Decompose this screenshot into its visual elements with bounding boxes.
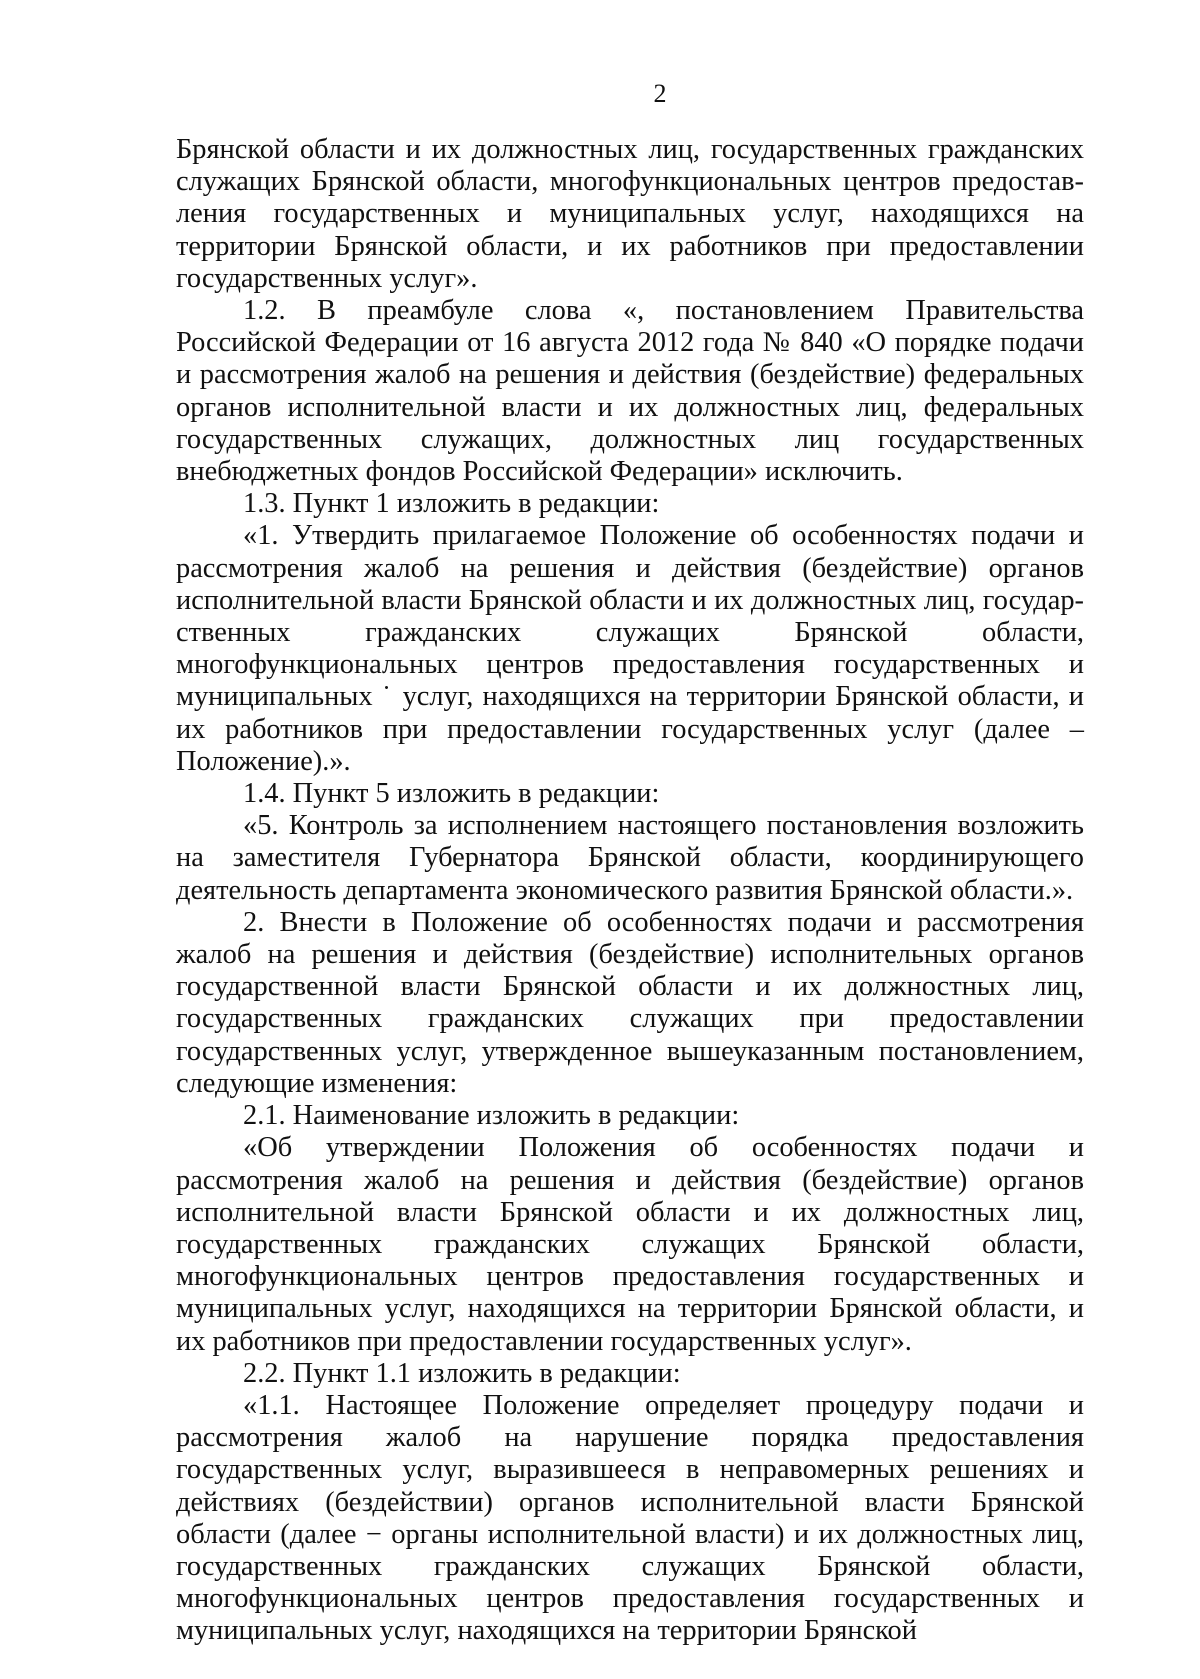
paragraph-2-1-heading: 2.1. Наименование изложить в редакции: xyxy=(243,1100,740,1132)
paragraph-2-2-heading: 2.2. Пункт 1.1 изложить в редакции: xyxy=(243,1357,681,1389)
paragraph-2-amendments: 2. Внести в Положение об особенностях подачи и рассмотрения жалоб на решения и действия (бездействие) исполнительных органов государственной власти Брянской области и их должностных лиц, государственных гражданских служащих при предоставлении государственных услуг, утвержденное вышеуказанным постановлением, следующие изменения: xyxy=(176,906,1084,1099)
paragraph-2-2-quote: «1.1. Настоящее Положение определяет процедуру подачи и рассмотрения жалоб на нарушение порядка предоставления государственных услуг, выразившееся в неправомерных решениях и действиях (бездействии) органов исполнительной власти Брянской области (далее − органы исполнительной власти) и их должностных лиц, государственных гражданских служащих Брянской области, многофункциональных центров предоставления государственных и муниципальных услуг, находящихся на территории Брянской xyxy=(176,1389,1084,1647)
paragraph-1-3-quote: «1. Утвердить прилагаемое Положение об особенностях подачи и рассмотрения жалоб на решения и действия (бездействие) органов исполнительной власти Брянской области и их должностных лиц, государственных гражданских служащих Брянской области, многофункциональных центров предоставления государственных и муниципальных ˙ услуг, находящихся на территории Брянской области, и их работников при предоставлении государственных услуг (далее – Положение).». xyxy=(176,520,1084,777)
document-body xyxy=(176,134,1084,1648)
paragraph-1-4-heading: 1.4. Пункт 5 изложить в редакции: xyxy=(243,778,660,810)
paragraph-2-1-quote: «Об утверждении Положения об особенностях подачи и рассмотрения жалоб на решения и действия (бездействие) органов исполнительной власти Брянской области и их должностных лиц, государственных гражданских служащих Брянской области, многофункциональных центров предоставления государственных и муниципальных услуг, находящихся на территории Брянской области, и их работников при предоставлении государственных услуг». xyxy=(176,1132,1084,1357)
paragraph-1-3-heading: 1.3. Пункт 1 изложить в редакции: xyxy=(243,488,660,520)
paragraph-1-4-quote: «5. Контроль за исполнением настоящего постановления возложить на заместителя Губернатора Брянской области, координирующего деятельность департамента экономического развития Брянской области.». xyxy=(176,810,1084,906)
page-number: 2 xyxy=(653,79,667,108)
paragraph-1-2-preamble: 1.2. В преамбуле слова «, постановлением Правительства Российской Федерации от 16 августа 2012 года № 840 «О порядке подачи и рассмотрения жалоб на решения и действия (бездействие) федеральных органов исполнительной власти и их должностных лиц, федеральных государственных служащих, должностных лиц государственных внебюджетных фондов Российской Федерации» исключить. xyxy=(176,295,1084,488)
paragraph-continuation: Брянской области и их должностных лиц, государственных гражданских служащих Брянской области, многофункциональных центров предоставления государственных и муниципальных услуг, находящихся на территории Брянской области, и их работников при предоставлении государственных услуг». xyxy=(176,134,1084,294)
